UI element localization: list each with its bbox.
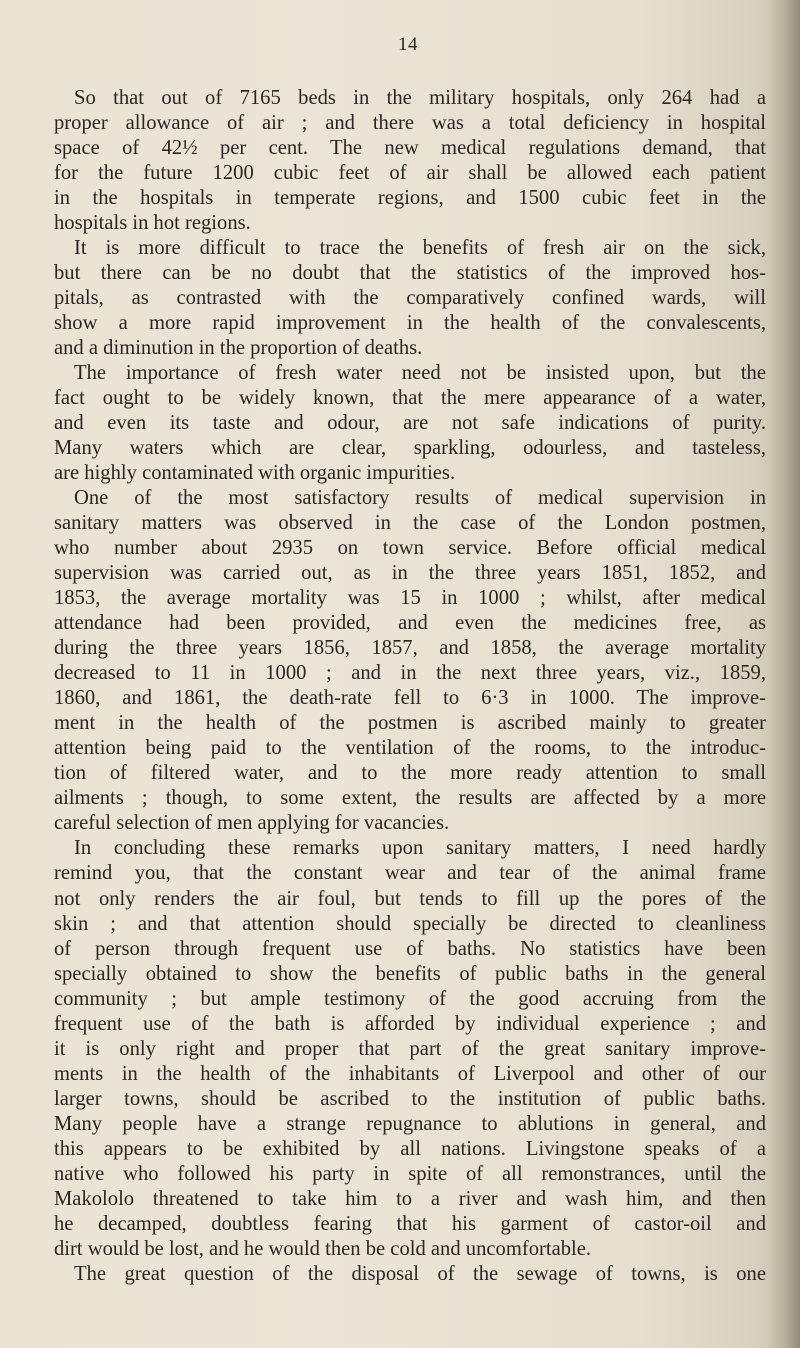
text-line: who number about 2935 on town service. Before official medical: [54, 537, 766, 560]
text-line: and a diminution in the proportion of deaths.: [54, 337, 423, 360]
text-line: sanitary matters was observed in the case of the London postmen,: [54, 512, 766, 535]
text-line: 1853, the average mortality was 15 in 1000 ; whilst, after medical: [54, 587, 766, 610]
text-line: he decamped, doubtless fearing that his garment of castor-oil and: [54, 1212, 766, 1235]
text-line: decreased to 11 in 1000 ; and in the next three years, viz., 1859,: [54, 662, 766, 685]
text-line: are highly contaminated with organic impurities.: [54, 462, 456, 485]
text-line: ailments ; though, to some extent, the results are affected by a more: [54, 787, 766, 810]
text-line: this appears to be exhibited by all nations. Livingstone speaks of a: [54, 1137, 766, 1160]
text-line: attendance had been provided, and even the medicines free, as: [54, 612, 766, 635]
body-text: [54, 86, 766, 1287]
text-line: not only renders the air foul, but tends to fill up the pores of the: [54, 887, 766, 910]
text-line: In concluding these remarks upon sanitary matters, I need hardly: [74, 837, 766, 860]
text-line: for the future 1200 cubic feet of air shall be allowed each patient: [54, 162, 766, 185]
text-line: dirt would be lost, and he would then be cold and uncomfortable.: [54, 1237, 592, 1260]
text-line: 1860, and 1861, the death-rate fell to 6·3 in 1000. The improve-: [54, 687, 766, 710]
text-line: proper allowance of air ; and there was a total deficiency in hospital: [54, 112, 766, 135]
text-line: during the three years 1856, 1857, and 1858, the average mortality: [54, 637, 766, 660]
text-line: supervision was carried out, as in the three years 1851, 1852, and: [54, 562, 766, 585]
text-line: frequent use of the bath is afforded by individual experience ; and: [54, 1012, 766, 1035]
text-line: space of 42½ per cent. The new medical regulations demand, that: [54, 137, 766, 160]
text-line: One of the most satisfactory results of medical supervision in: [74, 487, 766, 510]
text-line: and even its taste and odour, are not safe indications of purity.: [54, 412, 766, 435]
text-line: native who followed his party in spite of all remonstrances, until the: [54, 1162, 766, 1185]
text-line: it is only right and proper that part of the great sanitary improve-: [54, 1037, 766, 1060]
text-line: in the hospitals in temperate regions, and 1500 cubic feet in the: [54, 187, 766, 210]
text-line: fact ought to be widely known, that the mere appearance of a water,: [54, 387, 766, 410]
binding-shadow: [766, 0, 800, 1348]
text-line: larger towns, should be ascribed to the institution of public baths.: [54, 1087, 766, 1110]
text-line: show a more rapid improvement in the health of the convalescents,: [54, 312, 766, 335]
text-line: specially obtained to show the benefits of public baths in the general: [54, 962, 766, 985]
text-line: Makololo threatened to take him to a river and wash him, and then: [54, 1187, 766, 1210]
text-line: ment in the health of the postmen is ascribed mainly to greater: [54, 712, 766, 735]
text-line: ments in the health of the inhabitants of Liverpool and other of our: [54, 1062, 766, 1085]
text-line: Many people have a strange repugnance to ablutions in general, and: [54, 1112, 766, 1135]
text-line: tion of filtered water, and to the more ready attention to small: [54, 762, 766, 785]
text-line: So that out of 7165 beds in the military hospitals, only 264 had a: [74, 87, 766, 109]
text-line: It is more difficult to trace the benefits of fresh air on the sick,: [74, 237, 766, 260]
text-line: skin ; and that attention should specially be directed to cleanliness: [54, 912, 766, 935]
text-line: careful selection of men applying for vacancies.: [54, 812, 450, 835]
text-line: but there can be no doubt that the statistics of the improved hos-: [54, 262, 766, 285]
text-line: pitals, as contrasted with the comparatively confined wards, will: [54, 287, 766, 310]
text-line: The great question of the disposal of the sewage of towns, is one: [74, 1262, 766, 1285]
text-line: hospitals in hot regions.: [54, 212, 251, 235]
text-line: Many waters which are clear, sparkling, odourless, and tasteless,: [54, 437, 766, 460]
text-line: attention being paid to the ventilation of the rooms, to the introduc-: [54, 737, 766, 760]
page-number: 14: [398, 34, 418, 55]
text-line: remind you, that the constant wear and tear of the animal frame: [54, 862, 766, 885]
text-line: The importance of fresh water need not be insisted upon, but the: [74, 362, 766, 385]
text-line: of person through frequent use of baths. No statistics have been: [54, 937, 766, 960]
text-line: community ; but ample testimony of the good accruing from the: [54, 987, 766, 1010]
